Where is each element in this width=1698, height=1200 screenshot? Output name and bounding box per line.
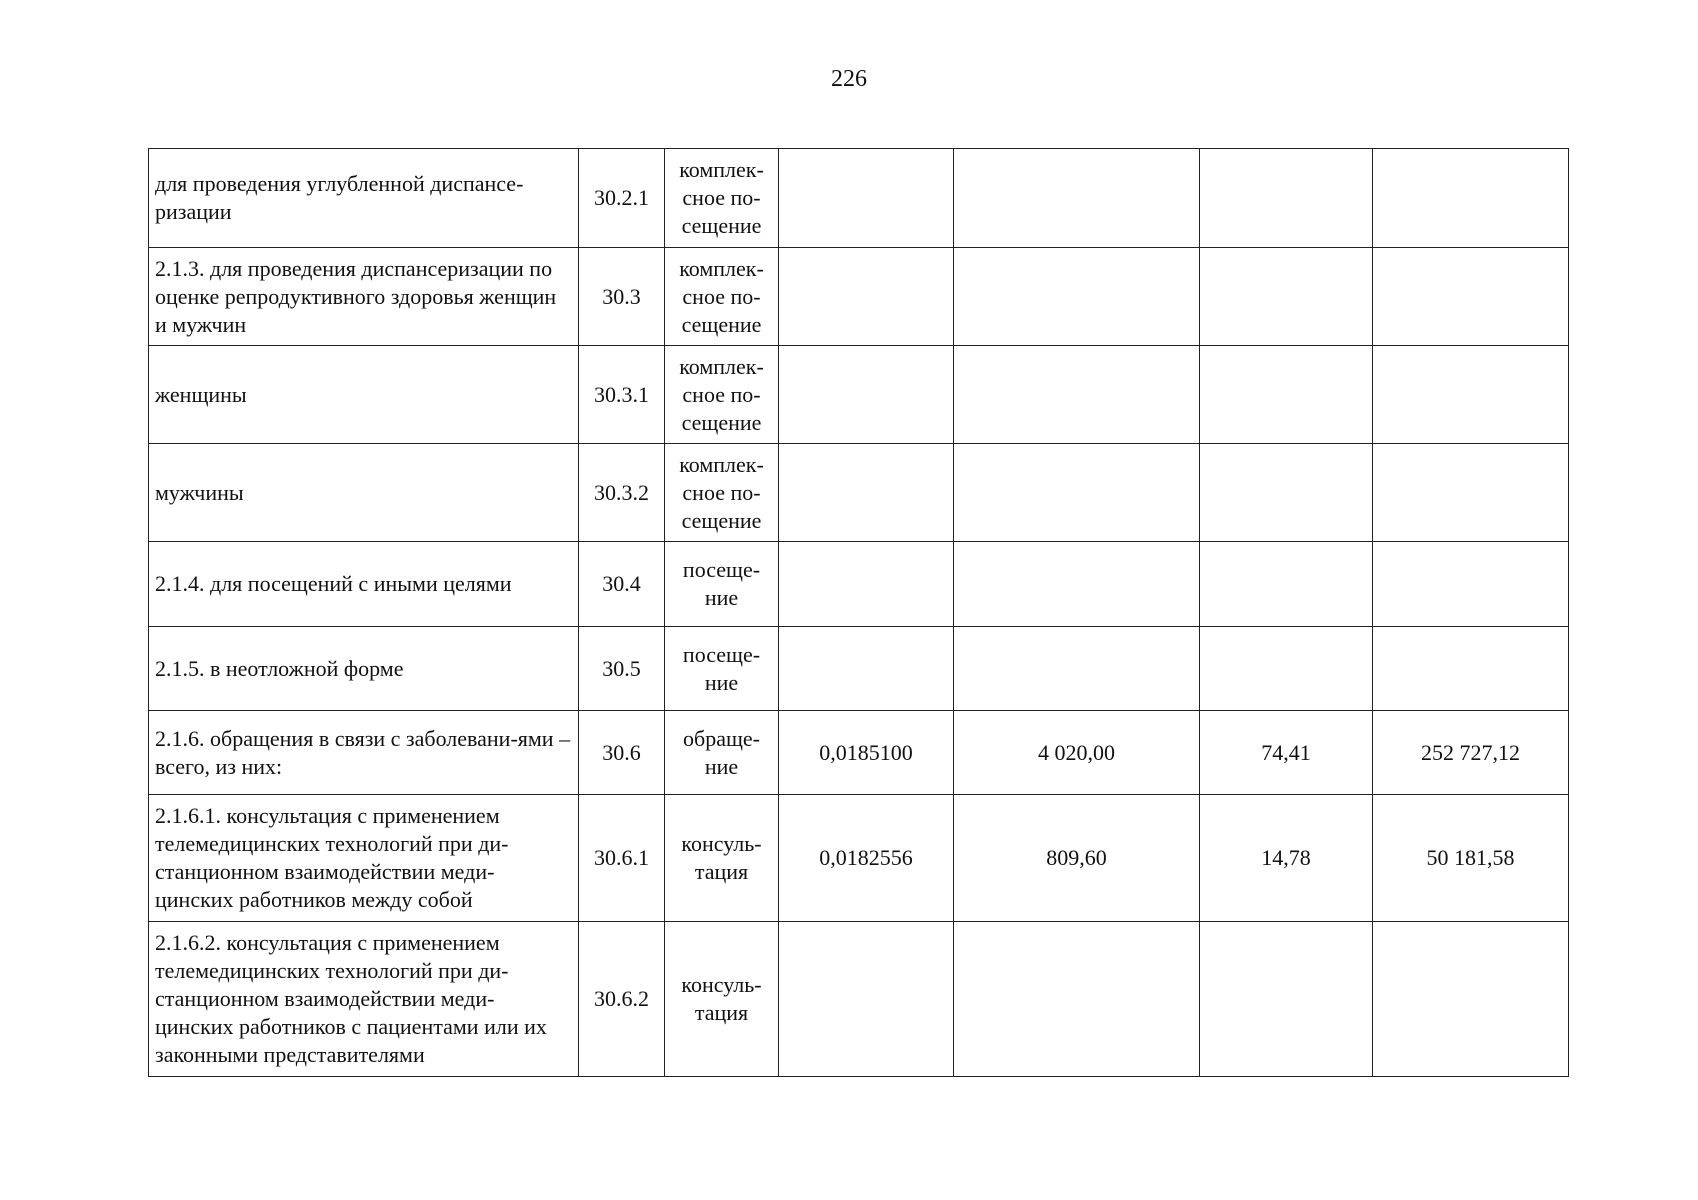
row-unit: консуль-тация (665, 922, 779, 1077)
row-code: 30.6.2 (579, 922, 665, 1077)
table-row (149, 711, 1569, 795)
row-unit: комплек-сное по-сещение (665, 444, 779, 542)
row-value-3 (1200, 542, 1373, 627)
row-value-1 (779, 627, 954, 711)
row-code: 30.2.1 (579, 149, 665, 248)
row-value-4 (1373, 149, 1569, 248)
row-value-4 (1373, 922, 1569, 1077)
row-name: 2.1.3. для проведения диспансеризации по оценке репродуктивного здоровья женщин и мужчин (149, 248, 579, 346)
row-value-1 (779, 346, 954, 444)
row-code: 30.4 (579, 542, 665, 627)
row-code: 30.6.1 (579, 795, 665, 922)
row-value-2 (954, 444, 1200, 542)
row-value-3 (1200, 248, 1373, 346)
row-name: мужчины (149, 444, 579, 542)
row-code: 30.3 (579, 248, 665, 346)
row-value-4: 252 727,12 (1373, 711, 1569, 795)
table-row (149, 149, 1569, 248)
row-value-3: 14,78 (1200, 795, 1373, 922)
row-value-2 (954, 248, 1200, 346)
row-name: 2.1.4. для посещений с иными целями (149, 542, 579, 627)
row-unit: посеще-ние (665, 542, 779, 627)
row-value-1 (779, 542, 954, 627)
row-value-3 (1200, 444, 1373, 542)
row-unit: комплек-сное по-сещение (665, 346, 779, 444)
row-value-1 (779, 149, 954, 248)
row-value-3 (1200, 149, 1373, 248)
row-value-2 (954, 542, 1200, 627)
row-value-1: 0,0185100 (779, 711, 954, 795)
row-value-2 (954, 149, 1200, 248)
row-name: 2.1.6. обращения в связи с заболевани-ями – всего, из них: (149, 711, 579, 795)
row-code: 30.3.2 (579, 444, 665, 542)
table-row (149, 444, 1569, 542)
row-value-4 (1373, 346, 1569, 444)
row-unit: обраще-ние (665, 711, 779, 795)
row-value-3 (1200, 627, 1373, 711)
row-value-1 (779, 922, 954, 1077)
row-value-3: 74,41 (1200, 711, 1373, 795)
row-code: 30.5 (579, 627, 665, 711)
table-row (149, 346, 1569, 444)
row-unit: комплек-сное по-сещение (665, 248, 779, 346)
row-value-1 (779, 248, 954, 346)
page-number: 226 (831, 66, 867, 92)
row-value-2 (954, 346, 1200, 444)
row-value-4 (1373, 248, 1569, 346)
row-value-3 (1200, 346, 1373, 444)
row-name: женщины (149, 346, 579, 444)
row-value-1 (779, 444, 954, 542)
row-unit: консуль-тация (665, 795, 779, 922)
row-value-3 (1200, 922, 1373, 1077)
row-unit: комплек-сное по-сещение (665, 149, 779, 248)
row-value-4 (1373, 444, 1569, 542)
row-name: 2.1.6.1. консультация с применением телемедицинских технологий при ди-станционном взаимодействии меди-цинских работников между собой (149, 795, 579, 922)
table-row (149, 795, 1569, 922)
table-row (149, 922, 1569, 1077)
data-table (148, 148, 1569, 1077)
table-row (149, 542, 1569, 627)
row-value-4 (1373, 627, 1569, 711)
row-name: 2.1.6.2. консультация с применением телемедицинских технологий при ди-станционном взаимодействии меди-цинских работников с пациентами или их законными представителями (149, 922, 579, 1077)
row-value-2: 4 020,00 (954, 711, 1200, 795)
row-value-1: 0,0182556 (779, 795, 954, 922)
row-code: 30.6 (579, 711, 665, 795)
table-row (149, 248, 1569, 346)
row-code: 30.3.1 (579, 346, 665, 444)
row-value-2: 809,60 (954, 795, 1200, 922)
row-value-2 (954, 922, 1200, 1077)
row-name: 2.1.5. в неотложной форме (149, 627, 579, 711)
table-row (149, 627, 1569, 711)
row-name: для проведения углубленной диспансе-ризации (149, 149, 579, 248)
row-value-2 (954, 627, 1200, 711)
row-value-4 (1373, 542, 1569, 627)
row-unit: посеще-ние (665, 627, 779, 711)
row-value-4: 50 181,58 (1373, 795, 1569, 922)
